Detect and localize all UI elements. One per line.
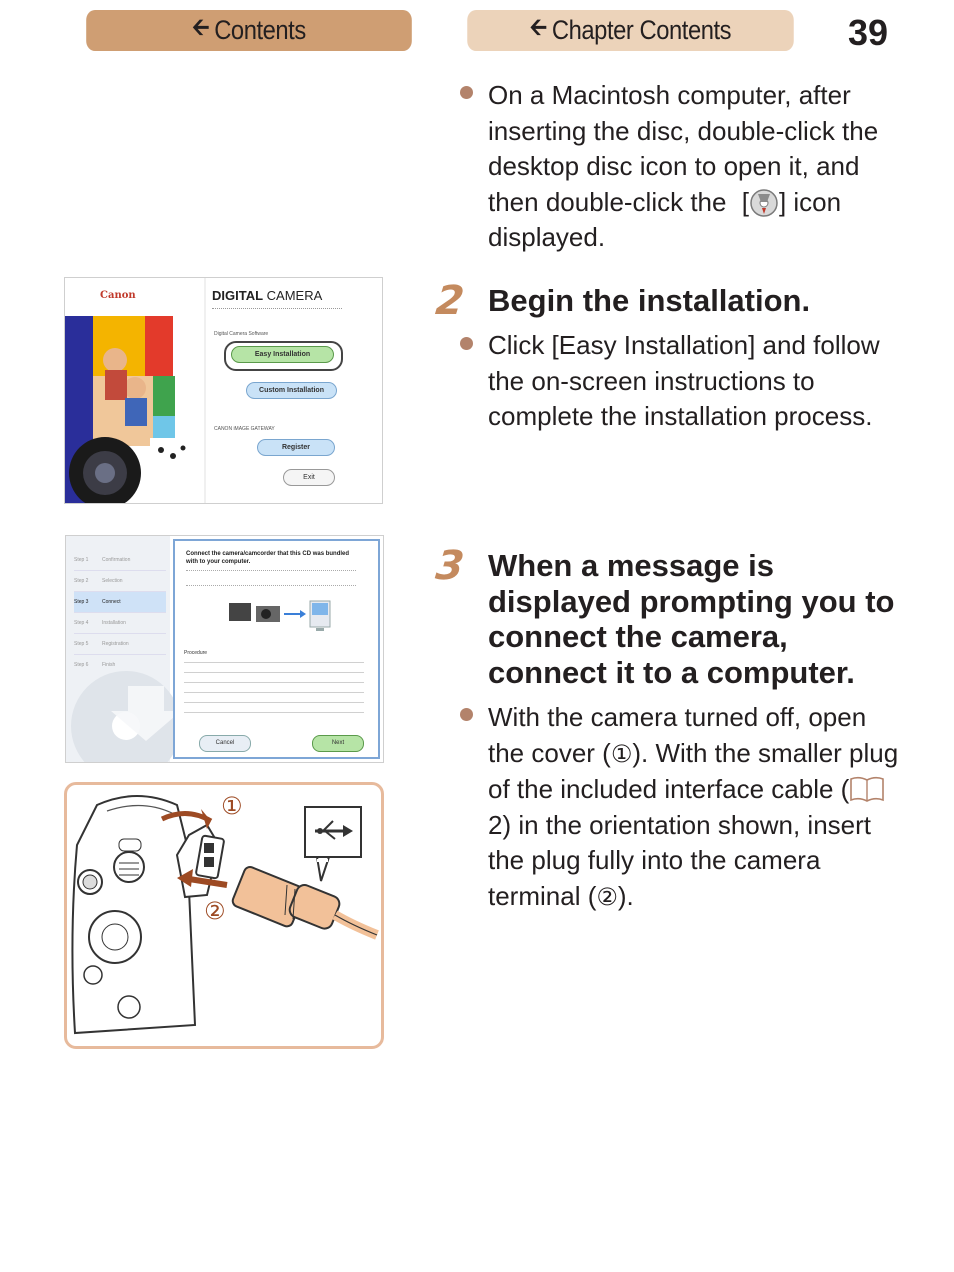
title-rest: CAMERA xyxy=(263,288,323,303)
camera-connection-illustration xyxy=(64,782,384,1049)
step-name: Finish xyxy=(102,662,116,668)
cancel-button[interactable]: Cancel xyxy=(199,735,251,752)
step-2-title: Begin the installation. xyxy=(488,283,811,318)
step-item xyxy=(74,634,166,655)
bullet-icon xyxy=(460,86,473,99)
step-item-active xyxy=(74,592,166,613)
step-label: Step 4 xyxy=(74,620,89,626)
step-item xyxy=(74,655,166,675)
procedure-label: Procedure xyxy=(184,650,208,656)
bullet-icon xyxy=(460,337,473,350)
canon-brand: Canon xyxy=(100,290,136,301)
back-arrow-icon: 🡨 xyxy=(192,14,209,41)
step-3-text xyxy=(488,700,908,916)
easy-installation-button[interactable]: Easy Installation xyxy=(231,346,334,363)
chapter-contents-button[interactable] xyxy=(467,10,793,51)
step-name: Confirmation xyxy=(102,557,131,563)
circle-1-marker: ① xyxy=(610,740,633,768)
step-item xyxy=(74,571,166,592)
step-name: Connect xyxy=(102,599,121,605)
circle-2-marker: ② xyxy=(596,883,618,911)
register-button[interactable]: Register xyxy=(257,439,335,456)
bracket-open: [ xyxy=(741,186,749,217)
gateway-label: CANON iMAGE GATEWAY xyxy=(214,426,275,432)
chapter-contents-label: Chapter Contents xyxy=(551,15,732,45)
book-reference-icon xyxy=(849,776,885,802)
step-3-text-b: ). With the smaller plug of the included interface cable ( xyxy=(488,737,899,805)
connect-heading: Connect the camera/camcorder that this CD was bundled with to your computer. xyxy=(186,551,350,565)
step-label: Step 1 xyxy=(74,557,89,563)
exit-button[interactable]: Exit xyxy=(283,469,335,486)
connect-dialog-screenshot xyxy=(65,535,384,763)
step-item xyxy=(74,550,166,571)
usb-symbol-label xyxy=(305,810,361,822)
step-label: Step 2 xyxy=(74,578,89,584)
step-3-text-d: ). xyxy=(617,880,634,911)
step-3-text-c: ) in the orientation shown, insert the plug fully into the camera terminal ( xyxy=(488,809,872,911)
step-label: Step 6 xyxy=(74,662,89,668)
digital-camera-title xyxy=(212,288,322,303)
marker-1: ① xyxy=(221,793,243,820)
step-name: Selection xyxy=(102,578,123,584)
step-label: Step 5 xyxy=(74,641,89,647)
marker-2: ② xyxy=(204,898,226,925)
contents-button[interactable] xyxy=(86,10,412,51)
page-number: 39 xyxy=(848,12,889,53)
custom-installation-button[interactable]: Custom Installation xyxy=(246,382,337,399)
back-arrow-icon: 🡨 xyxy=(529,14,547,41)
software-section-label: Digital Camera Software xyxy=(214,331,269,337)
step-name: Installation xyxy=(102,620,126,626)
installer-disc-icon xyxy=(749,188,779,218)
bullet-icon xyxy=(460,708,473,721)
step-item xyxy=(74,613,166,634)
mac-note-text: On a Macintosh computer, after inserting the disc, double-click the desktop disc icon to open it, and then double-click the xyxy=(488,80,879,217)
step-2-number: 2 xyxy=(433,278,467,324)
step-label: Step 3 xyxy=(74,599,89,605)
icon-displayed-text: ] icon displayed. xyxy=(488,186,842,253)
next-button[interactable]: Next xyxy=(312,735,364,752)
step-2-text: Click [Easy Installation] and follow the on-screen instructions to complete the installation process. xyxy=(488,330,880,432)
contents-label: Contents xyxy=(214,15,306,45)
step-3-title: When a message is displayed prompting you to connect the camera, connect it to a computer. xyxy=(488,548,895,690)
step-list xyxy=(74,550,166,675)
title-bold: DIGITAL xyxy=(212,288,264,303)
step-name: Registration xyxy=(102,641,129,647)
mac-note xyxy=(488,78,908,256)
page-reference-link[interactable]: 2 xyxy=(488,809,503,840)
installer-screenshot xyxy=(64,277,383,504)
step-3-number: 3 xyxy=(433,543,467,589)
step-3-text-a: With the camera turned off, open the cover ( xyxy=(488,702,867,768)
